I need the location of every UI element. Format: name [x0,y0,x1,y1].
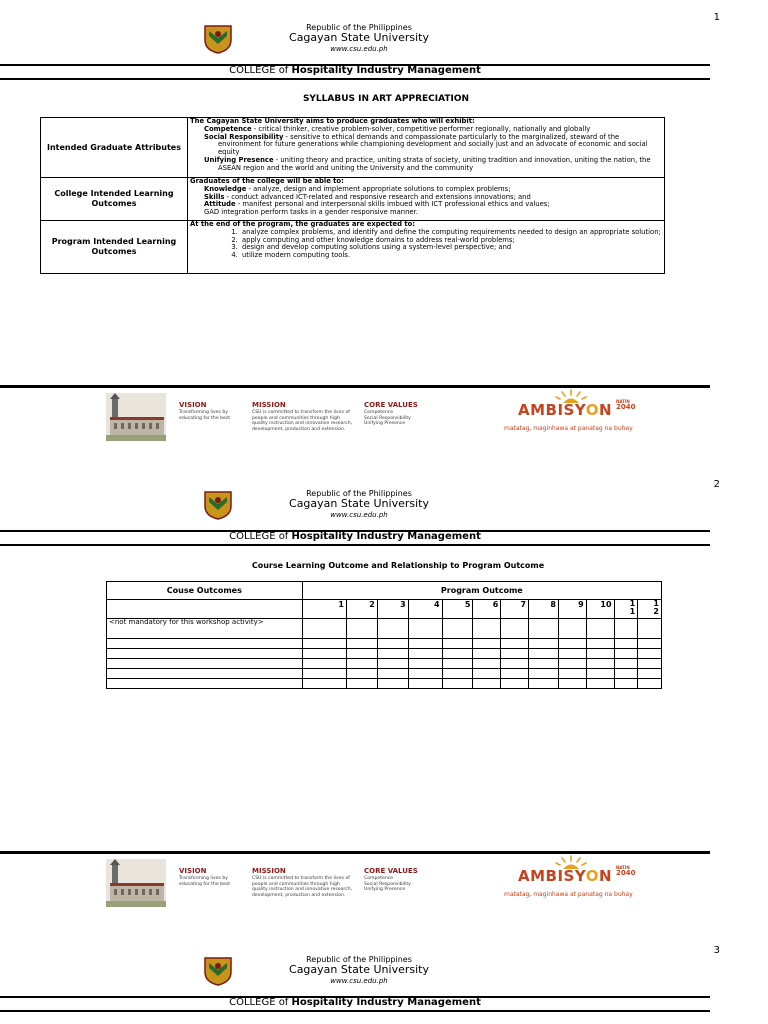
clo-title: Course Learning Outcome and Relationship to Program Outcome [251,561,545,570]
website-url: www.csu.edu.ph [330,976,388,985]
republic-line: Republic of the Philippines [306,23,412,32]
col-course-outcomes: Couse Outcomes [107,582,303,600]
footer-rule [0,851,710,854]
university-seal-icon [203,24,233,54]
table-row [107,659,662,669]
vision-block: VISION Transforming lives by educating for the best [179,401,231,421]
table-row [41,178,665,221]
syllabus-title: SYLLABUS IN ART APPRECIATION [302,94,470,104]
university-seal-icon [203,956,233,986]
table-row [107,669,662,679]
table-row [107,679,662,689]
outcome-number-row: 1 2 3 4 5 6 7 8 9 10 1 1 1 2 [107,600,662,619]
footer-banner [106,389,646,449]
header-rule [0,1010,710,1012]
row-label: Program Intended Learning Outcomes [41,221,188,274]
col-program-outcome: Program Outcome [302,582,661,600]
iga-content: The Cagayan State University aims to produce graduates who will exhibit: Competence - critical thinker, creative problem-solver, competitive performer regionally, nationally and globally Social Responsibility - sensitive to ethical demands and compassionate particularly to the marginalized, steward of the environment for future generations while championing development and socially just and an advocate of economic and social equity Unifying Presence - uniting theory and practice, uniting strata of society, uniting tradition and innovation, uniting the nation, the ASEAN region and the world and uniting the University and the community [188,118,665,178]
table-header-row [107,582,662,600]
university-header [274,955,444,985]
university-header [274,23,444,53]
website-url: www.csu.edu.ph [330,44,388,53]
cilo-content: Graduates of the college will be able to: Knowledge - analyze, design and implement appropriate solutions to complex problems; Skills - conduct advanced ICT-related and responsive research and extensions innovations; and Attitude - manifest personal and interpersonal skills imbued with ICT professional ethics and values; GAD integration perform tasks in a gender responsive manner. [188,178,665,221]
page-number: 3 [713,945,720,956]
header-rule [0,78,710,80]
university-seal-icon [203,490,233,520]
core-values-block: CORE VALUES Competence Social Responsibility Unifying Presence [364,401,418,427]
row-label: Intended Graduate Attributes [41,118,188,178]
ambisyon-logo: AMBISYON NATIN 2040 matatag, maginhawa at panatag na buhay [504,855,644,915]
campus-building-icon [106,393,166,441]
pilo-content: At the end of the program, the graduates are expected to: 1. analyze complex problems, and identify and define the computing requirements needed to design an appropriate solution; 2. apply computing and other knowledge domains to address real-world problems; 3. design and develop computing solutions using a system-level perspective; and 4. utilize modern computing tools. [188,221,665,274]
table-row [107,639,662,649]
university-name: Cagayan State University [289,963,429,977]
page-number: 1 [713,12,720,23]
table-row [41,221,665,274]
ambisyon-logo: AMBISYON NATIN 2040 matatag, maginhawa at panatag na buhay [504,389,644,449]
footer-rule [0,385,710,388]
college-title: COLLEGE of Hospitality Industry Management [229,997,481,1008]
clo-table [106,581,662,689]
mission-block: MISSION CSU is committed to transform the lives of people and communities through high quality instruction and innovative research, development, production and extension. [252,867,353,898]
university-header [274,489,444,519]
republic-line: Republic of the Philippines [306,489,412,498]
university-name: Cagayan State University [289,31,429,45]
vision-block: VISION Transforming lives by educating for the best [179,867,231,887]
table-row [41,118,665,178]
core-values-block: CORE VALUES Competence Social Responsibility Unifying Presence [364,867,418,893]
website-url: www.csu.edu.ph [330,510,388,519]
college-title: COLLEGE of Hospitality Industry Management [229,65,481,76]
campus-building-icon [106,859,166,907]
college-title: COLLEGE of Hospitality Industry Management [229,531,481,542]
university-name: Cagayan State University [289,497,429,511]
table-row: <not mandatory for this workshop activity> [107,619,662,639]
header-rule [0,544,710,546]
row-label: College Intended Learning Outcomes [41,178,188,221]
republic-line: Republic of the Philippines [306,955,412,964]
footer-banner [106,855,646,915]
mission-block: MISSION CSU is committed to transform the lives of people and communities through high quality instruction and innovative research, development, production and extension. [252,401,353,432]
page-number: 2 [713,479,720,490]
syllabus-table [40,117,665,274]
table-row [107,649,662,659]
